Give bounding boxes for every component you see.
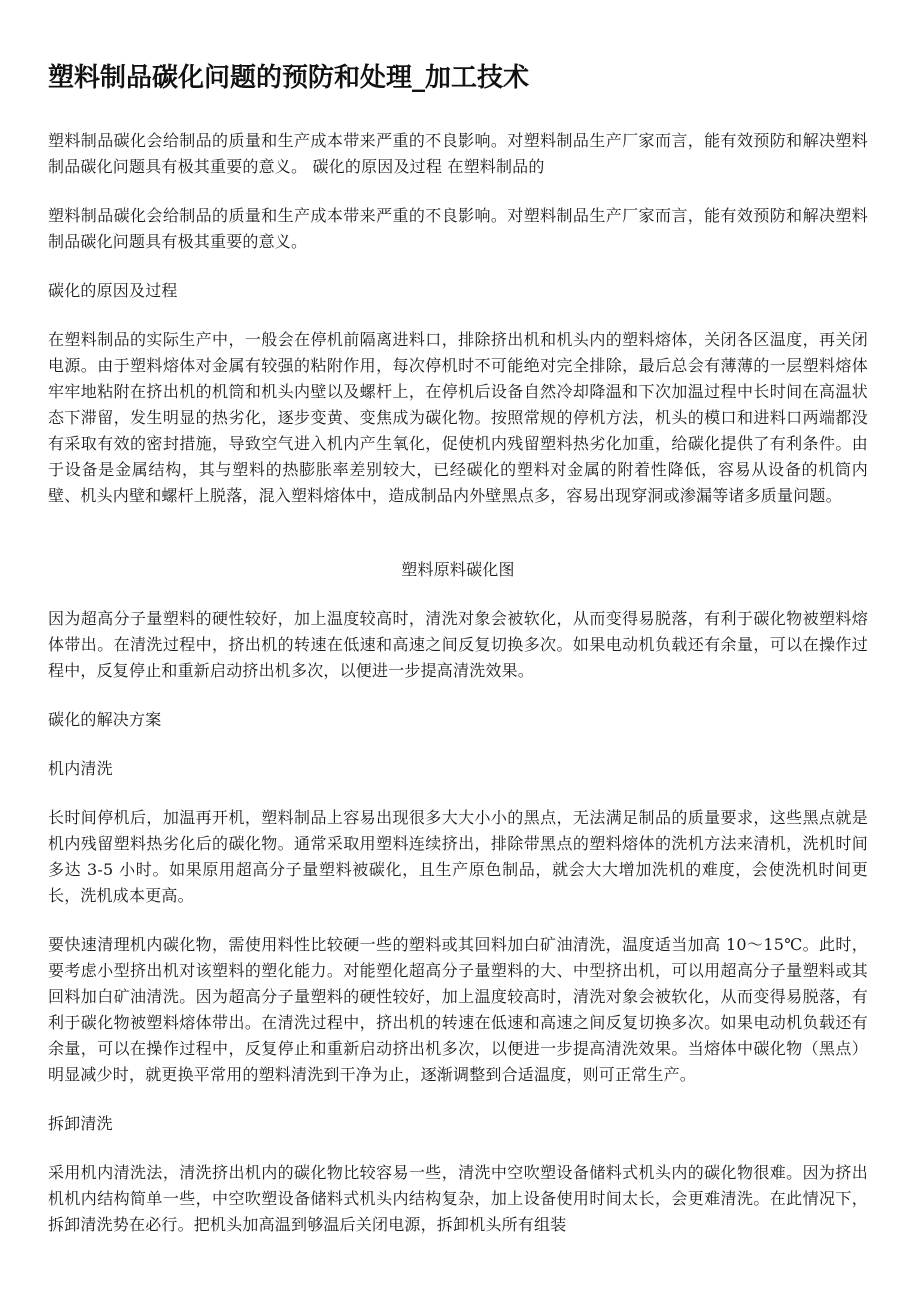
paragraph-impact: 塑料制品碳化会给制品的质量和生产成本带来严重的不良影响。对塑料制品生产厂家而言，能有效预防和解决塑料制品碳化问题具有极其重要的意义。 <box>48 206 868 251</box>
figure-caption: 塑料原料碳化图 <box>401 560 515 579</box>
section-heading-inner-cleaning: 机内清洗 <box>48 759 113 778</box>
section-heading-causes: 碳化的原因及过程 <box>48 281 178 300</box>
paragraph-black-spots: 长时间停机后，加温再开机，塑料制品上容易出现很多大大小小的黑点，无法满足制品的质量要求，这些黑点就是机内残留塑料热劣化后的碳化物。通常采取用塑料连续挤出，排除带黑点的塑料熔体的洗机方法来清机，洗机时间多达 3-5 小时。如果原用超高分子量塑料被碳化，且生产原色制品，就会大大增加洗机的难度，会使洗机时间更长，洗机成本更高。 <box>48 808 868 905</box>
section-heading-disassembly: 拆卸清洗 <box>48 1114 113 1133</box>
paragraph-causes: 在塑料制品的实际生产中，一般会在停机前隔离进料口，排除挤出机和机头内的塑料熔体，关闭各区温度，再关闭电源。由于塑料熔体对金属有较强的粘附作用，每次停机时不可能绝对完全排除，最后总会有薄薄的一层塑料熔体牢牢地粘附在挤出机的机筒和机头内壁以及螺杆上，在停机后设备自然冷却降温和下次加温过程中长时间在高温状态下滞留，发生明显的热劣化，逐步变黄、变焦成为碳化物。按照常规的停机方法，机头的模口和进料口两端都没有采取有效的密封措施，导致空气进入机内产生氧化，促使机内残留塑料热劣化加重，给碳化提供了有利条件。由于设备是金属结构，其与塑料的热膨胀率差别较大，已经碳化的塑料对金属的附着性降低，容易从设备的机筒内壁、机头内壁和螺杆上脱落，混入塑料熔体中，造成制品内外壁黑点多，容易出现穿洞或渗漏等诸多质量问题。 <box>48 330 868 505</box>
paragraph-cleaning-effect: 因为超高分子量塑料的硬性较好，加上温度较高时，清洗对象会被软化，从而变得易脱落，有利于碳化物被塑料熔体带出。在清洗过程中，挤出机的转速在低速和高速之间反复切换多次。如果电动机负载还有余量，可以在操作过程中，反复停止和重新启动挤出机多次，以便进一步提高清洗效果。 <box>48 609 868 680</box>
paragraph-quick-cleaning: 要快速清理机内碳化物，需使用料性比较硬一些的塑料或其回料加白矿油清洗，温度适当加高 10～15℃。此时，要考虑小型挤出机对该塑料的塑化能力。对能塑化超高分子量塑料的大、中型挤出机，可以用超高分子量塑料或其回料加白矿油清洗。因为超高分子量塑料的硬性较好，加上温度较高时，清洗对象会被软化，从而变得易脱落，有利于碳化物被塑料熔体带出。在清洗过程中，挤出机的转速在低速和高速之间反复切换多次。如果电动机负载还有余量，可以在操作过程中，反复停止和重新启动挤出机多次，以便进一步提高清洗效果。当熔体中碳化物（黑点）明显减少时，就更换平常用的塑料清洗到干净为止，逐渐调整到合适温度，则可正常生产。 <box>48 935 868 1084</box>
paragraph-disassembly: 采用机内清洗法，清洗挤出机内的碳化物比较容易一些，清洗中空吹塑设备储料式机头内的碳化物很难。因为挤出机机内结构简单一些，中空吹塑设备储料式机头内结构复杂，加上设备使用时间太长，会更难清洗。在此情况下，拆卸清洗势在必行。把机头加高温到够温后关闭电源，拆卸机头所有组装 <box>48 1163 868 1234</box>
section-heading-solutions: 碳化的解决方案 <box>48 710 162 729</box>
intro-paragraph: 塑料制品碳化会给制品的质量和生产成本带来严重的不良影响。对塑料制品生产厂家而言，能有效预防和解决塑料制品碳化问题具有极其重要的意义。 碳化的原因及过程 在塑料制品的 <box>48 131 868 176</box>
document-title: 塑料制品碳化问题的预防和处理_加工技术 <box>48 63 530 93</box>
